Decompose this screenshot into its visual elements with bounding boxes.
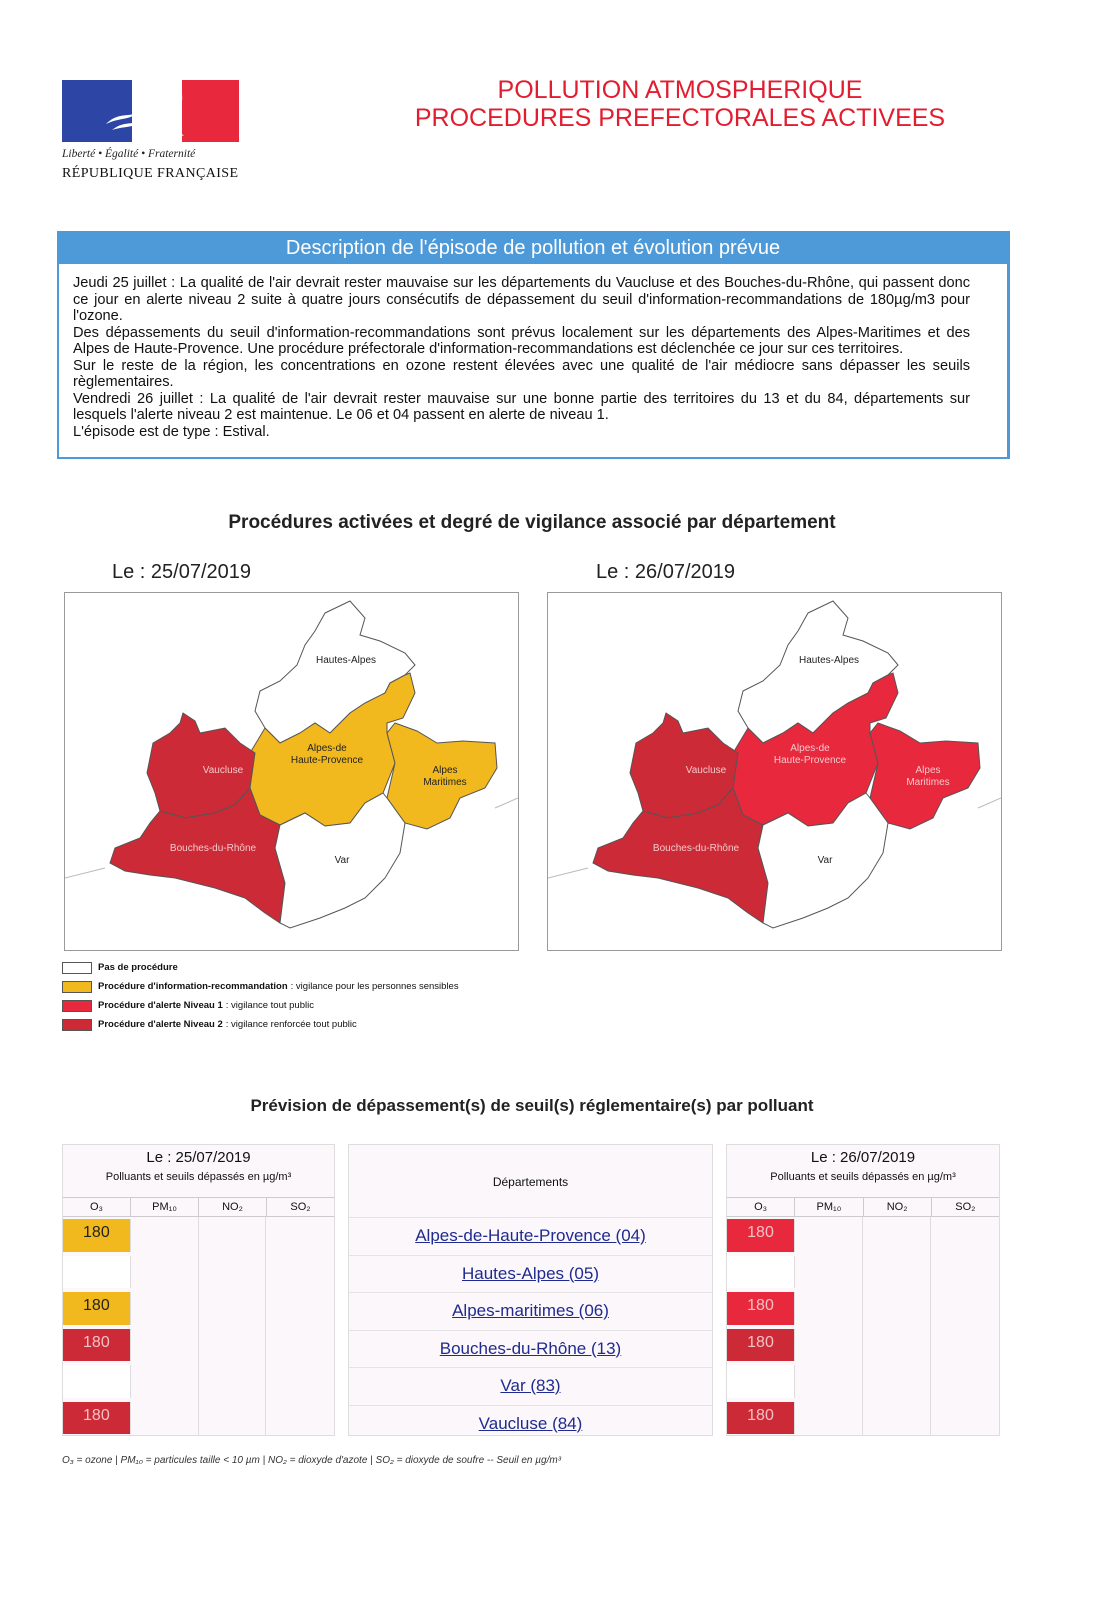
legend-swatch — [62, 981, 92, 993]
department-link[interactable]: Var (83) — [349, 1367, 712, 1405]
republic-name: RÉPUBLIQUE FRANÇAISE — [62, 166, 239, 181]
description-paragraph: Sur le reste de la région, les concentrations en ozone restent élevées avec une qualité de l'air médiocre sans dépasser les seuils règlementaires. — [73, 357, 970, 390]
o3-value-cell: 180 — [63, 1329, 131, 1362]
department-label: Vaucluse — [685, 765, 727, 776]
pollutant-value-cell — [266, 1400, 334, 1437]
pollutant-value-cell — [199, 1290, 267, 1327]
description-paragraph: Des dépassements du seuil d'information-recommandations sont prévus localement sur les départements des Alpes-Maritimes et des Alpes de Haute-Provence. Une procédure préfectorale d'information-recommandations est déclenchée ce jour sur ces territoires. — [73, 324, 970, 357]
department-label: Alpes-de Haute-Provence — [773, 743, 847, 766]
forecast-right-date: Le : 26/07/2019 — [810, 1149, 916, 1166]
department-label: Hautes-Alpes — [315, 655, 377, 666]
department-label: Var — [817, 855, 833, 866]
legend-swatch — [62, 1000, 92, 1012]
pollutant-value-cell — [863, 1254, 931, 1291]
legend-item — [62, 1015, 459, 1034]
o3-value-cell: 180 — [727, 1329, 795, 1362]
forecast-row — [63, 1290, 334, 1327]
map-right — [547, 592, 1002, 951]
republique-francaise-logo — [62, 80, 242, 182]
legend-item — [62, 977, 459, 996]
department-label: Alpes Maritimes — [906, 765, 950, 788]
forecast-row — [63, 1363, 334, 1400]
o3-value-cell: 180 — [727, 1292, 795, 1325]
departments-list — [349, 1217, 712, 1442]
o3-value-cell: 180 — [727, 1402, 795, 1435]
description-paragraph: L'épisode est de type : Estival. — [73, 423, 270, 440]
pollutant-header: NO₂ — [199, 1198, 267, 1216]
forecast-left-grid — [63, 1197, 334, 1436]
pollutant-value-cell — [795, 1290, 863, 1327]
map-right-date: Le : 26/07/2019 — [596, 561, 736, 583]
pollutant-value-cell — [131, 1254, 199, 1291]
pollutant-value-cell — [131, 1217, 199, 1254]
forecast-row — [63, 1400, 334, 1437]
title-line-2: PROCEDURES PREFECTORALES ACTIVEES — [414, 104, 946, 132]
department-label: Vaucluse — [202, 765, 244, 776]
department-label: Bouches-du-Rhône — [652, 843, 740, 854]
department-label: Alpes Maritimes — [423, 765, 467, 788]
o3-value-cell: 180 — [63, 1219, 131, 1252]
pollutant-value-cell — [131, 1290, 199, 1327]
pollutant-value-cell — [863, 1327, 931, 1364]
legend — [62, 958, 459, 1034]
pollutant-value-cell — [266, 1327, 334, 1364]
department-label: Alpes-de Haute-Provence — [290, 743, 364, 766]
forecast-section-title: Prévision de dépassement(s) de seuil(s) réglementaire(s) par polluant — [250, 1096, 814, 1115]
pollutant-value-cell — [863, 1400, 931, 1437]
department-link[interactable]: Hautes-Alpes (05) — [349, 1255, 712, 1293]
department-link[interactable]: Bouches-du-Rhône (13) — [349, 1330, 712, 1368]
forecast-left-panel — [62, 1144, 335, 1436]
legend-swatch — [62, 962, 92, 974]
forecast-row — [63, 1217, 334, 1254]
pollutant-value-cell — [795, 1400, 863, 1437]
republic-motto: Liberté • Égalité • Fraternité — [62, 148, 196, 160]
map-left — [64, 592, 519, 951]
pollutant-value-cell — [931, 1363, 999, 1400]
o3-value-cell: 180 — [63, 1292, 131, 1325]
legend-detail: : vigilance renforcée tout public — [225, 1019, 357, 1030]
pollutant-value-cell — [131, 1363, 199, 1400]
forecast-row — [727, 1400, 999, 1437]
pollutant-value-cell — [931, 1254, 999, 1291]
legend-label: Pas de procédure — [98, 962, 178, 973]
legend-swatch — [62, 1019, 92, 1031]
pollutant-value-cell — [863, 1363, 931, 1400]
pollutant-value-cell — [199, 1363, 267, 1400]
department-link[interactable]: Alpes-maritimes (06) — [349, 1292, 712, 1330]
pollutant-value-cell — [931, 1327, 999, 1364]
map-left-date: Le : 25/07/2019 — [112, 561, 252, 583]
o3-value-cell — [63, 1256, 131, 1289]
o3-value-cell: 180 — [63, 1402, 131, 1435]
forecast-left-date: Le : 25/07/2019 — [146, 1149, 251, 1166]
pollutant-header: PM₁₀ — [795, 1198, 863, 1216]
description-paragraph: Vendredi 26 juillet : La qualité de l'air devrait rester mauvaise sur une bonne partie des territoires du 13 et du 84, départements sur lesquels l'alerte niveau 2 est maintenue. Le 06 et 04 passent en alerte de niveau 1. — [73, 390, 970, 423]
pollutant-header: SO₂ — [955, 1201, 976, 1213]
forecast-row — [63, 1254, 334, 1291]
pollutant-value-cell — [266, 1254, 334, 1291]
pollutant-value-cell — [199, 1254, 267, 1291]
pollutant-value-cell — [131, 1400, 199, 1437]
forecast-departments-panel — [348, 1144, 713, 1436]
department-am — [387, 723, 497, 829]
departments-header: Départements — [492, 1175, 569, 1189]
pollutant-value-cell — [266, 1363, 334, 1400]
forecast-row — [727, 1327, 999, 1364]
department-label: Hautes-Alpes — [798, 655, 860, 666]
forecast-row — [727, 1363, 999, 1400]
pollutant-value-cell — [266, 1290, 334, 1327]
pollutant-value-cell — [795, 1327, 863, 1364]
description-heading: Description de l'épisode de pollution et évolution prévue — [59, 233, 1007, 264]
description-paragraph: Jeudi 25 juillet : La qualité de l'air devrait rester mauvaise sur les départements du Vaucluse et des Bouches-du-Rhône, qui passent donc ce jour en alerte niveau 2 suite à quatre jours consécutifs de dépassement du seuil d'information-recommandations de 180µg/m3 pour l'ozone. — [73, 275, 970, 324]
pollutant-value-cell — [931, 1290, 999, 1327]
pollutant-header: SO₂ — [290, 1201, 311, 1213]
legend-label: Procédure d'information-recommandation — [98, 981, 288, 992]
forecast-right-pollutants-header: Polluants et seuils dépassés en µg/m³ — [770, 1171, 956, 1183]
legend-label: Procédure d'alerte Niveau 2 — [98, 1019, 223, 1030]
department-label: Bouches-du-Rhône — [169, 843, 257, 854]
forecast-row — [727, 1290, 999, 1327]
pollutant-value-cell — [199, 1400, 267, 1437]
legend-detail: : vigilance pour les personnes sensibles — [290, 981, 459, 992]
maps-section-title: Procédures activées et degré de vigilance associé par département — [228, 512, 836, 533]
pollutant-value-cell — [931, 1217, 999, 1254]
o3-value-cell — [727, 1256, 795, 1289]
pollutant-value-cell — [931, 1400, 999, 1437]
forecast-right-panel — [726, 1144, 1000, 1436]
department-link[interactable]: Alpes-de-Haute-Provence (04) — [349, 1217, 712, 1255]
department-am — [870, 723, 980, 829]
pollutant-header-row — [727, 1197, 999, 1217]
legend-item — [62, 958, 459, 977]
pollutant-header-row — [63, 1197, 334, 1217]
episode-description-box — [57, 231, 1010, 459]
legend-label: Procédure d'alerte Niveau 1 — [98, 1000, 223, 1011]
pollutant-value-cell — [131, 1327, 199, 1364]
pollutant-value-cell — [199, 1327, 267, 1364]
forecast-right-grid — [727, 1197, 999, 1436]
o3-value-cell: 180 — [727, 1219, 795, 1252]
pollutant-value-cell — [863, 1217, 931, 1254]
pollutant-value-cell — [199, 1217, 267, 1254]
pollutant-value-cell — [266, 1217, 334, 1254]
pollutant-value-cell — [863, 1290, 931, 1327]
department-link[interactable]: Vaucluse (84) — [349, 1405, 712, 1443]
legend-detail: : vigilance tout public — [225, 1000, 314, 1011]
pollutant-value-cell — [795, 1363, 863, 1400]
o3-value-cell — [727, 1365, 795, 1398]
legend-item — [62, 996, 459, 1015]
page-title — [350, 76, 1010, 132]
pollutant-value-cell — [795, 1254, 863, 1291]
pollutant-header: O₃ — [727, 1198, 795, 1216]
pollutant-header: NO₂ — [864, 1198, 932, 1216]
forecast-left-pollutants-header: Polluants et seuils dépassés en µg/m³ — [105, 1171, 292, 1183]
forecast-row — [727, 1217, 999, 1254]
marianne-flag-logo — [62, 80, 239, 142]
forecast-footnote: O₃ = ozone | PM₁₀ = particules taille < 10 µm | NO₂ = dioxyde d'azote | SO₂ = dioxyde de soufre -- Seuil en µg/m³ — [62, 1455, 562, 1466]
description-body — [73, 275, 970, 440]
department-label: Var — [334, 855, 350, 866]
title-line-1: POLLUTION ATMOSPHERIQUE — [497, 76, 863, 104]
forecast-row — [63, 1327, 334, 1364]
pollutant-header: PM₁₀ — [131, 1198, 199, 1216]
pollutant-value-cell — [795, 1217, 863, 1254]
forecast-row — [727, 1254, 999, 1291]
o3-value-cell — [63, 1365, 131, 1398]
pollutant-header: O₃ — [63, 1198, 131, 1216]
